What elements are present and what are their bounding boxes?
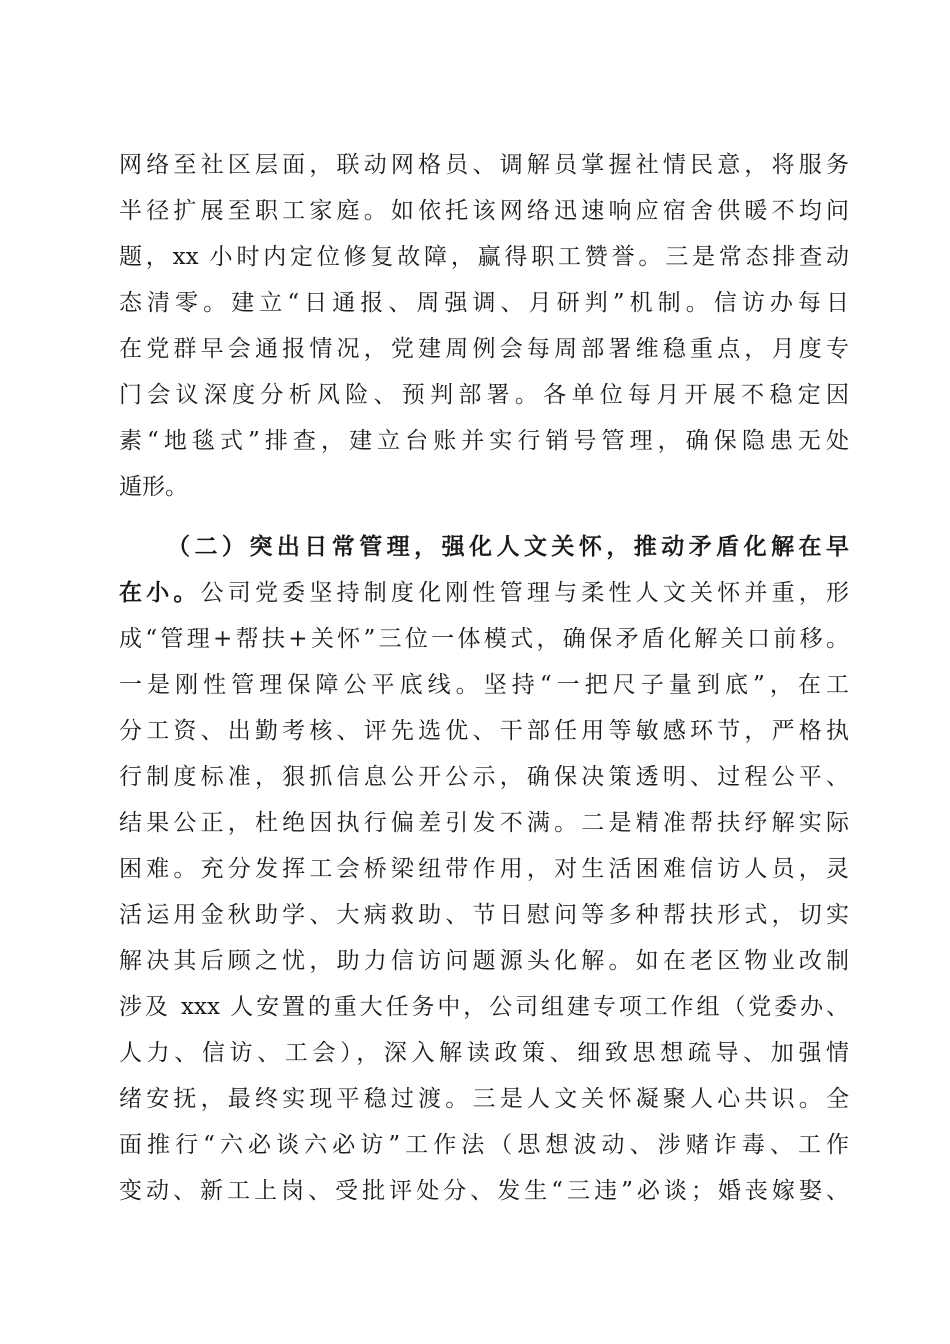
text-line: 变动、新工上岗、受批评处分、发生“三违”必谈；婚丧嫁娶、	[119, 1178, 849, 1204]
section-heading: （二）突出日常管理，强化人文关怀，推动矛盾化解在早	[167, 533, 849, 560]
text-line: 态清零。建立“日通报、周强调、月研判”机制。信访办每日	[119, 290, 849, 316]
text-line: 活运用金秋助学、大病救助、节日慰问等多种帮扶形式，切实	[119, 902, 849, 928]
text-line: 题，xx 小时内定位修复故障，赢得职工赞誉。三是常态排查动	[119, 244, 849, 270]
text-line: 面推行“六必谈六必访”工作法（思想波动、涉赌诈毒、工作	[119, 1132, 849, 1158]
text-line: 网络至社区层面，联动网格员、调解员掌握社情民意，将服务	[119, 152, 849, 178]
text-line: 门会议深度分析风险、预判部署。各单位每月开展不稳定因	[119, 382, 849, 408]
section-heading-end: 在小。	[119, 579, 201, 606]
text-line: 成“管理+帮扶+关怀”三位一体模式，确保矛盾化解关口前移。	[119, 626, 849, 652]
text-line: 结果公正，杜绝因执行偏差引发不满。二是精准帮扶纾解实际	[119, 810, 849, 836]
text-run: 公司党委坚持制度化刚性管理与柔性人文关怀并重，形	[200, 580, 849, 606]
text-line: 解决其后顾之忧，助力信访问题源头化解。如在老区物业改制	[119, 948, 849, 974]
paragraph-1	[119, 142, 849, 510]
text-line: 半径扩展至职工家庭。如依托该网络迅速响应宿舍供暖不均问	[119, 198, 849, 224]
text-line	[119, 570, 849, 616]
text-line: 人力、信访、工会），深入解读政策、细致思想疏导、加强情	[119, 1040, 849, 1066]
paragraph-2	[119, 524, 849, 1214]
text-line: 绪安抚，最终实现平稳过渡。三是人文关怀凝聚人心共识。全	[119, 1086, 849, 1112]
text-line: 行制度标准，狠抓信息公开公示，确保决策透明、过程公平、	[119, 764, 849, 790]
text-line: 困难。充分发挥工会桥梁纽带作用，对生活困难信访人员，灵	[119, 856, 849, 882]
text-line: 在党群早会通报情况，党建周例会每周部署维稳重点，月度专	[119, 336, 849, 362]
text-line: 分工资、出勤考核、评先选优、干部任用等敏感环节，严格执	[119, 718, 849, 744]
document-body	[119, 142, 849, 1214]
text-line: 一是刚性管理保障公平底线。坚持“一把尺子量到底”，在工	[119, 672, 849, 698]
text-line: 素“地毯式”排查，建立台账并实行销号管理，确保隐患无处	[119, 428, 849, 454]
text-line: 遁形。	[119, 474, 188, 500]
text-line: 涉及 xxx 人安置的重大任务中，公司组建专项工作组（党委办、	[119, 994, 849, 1020]
